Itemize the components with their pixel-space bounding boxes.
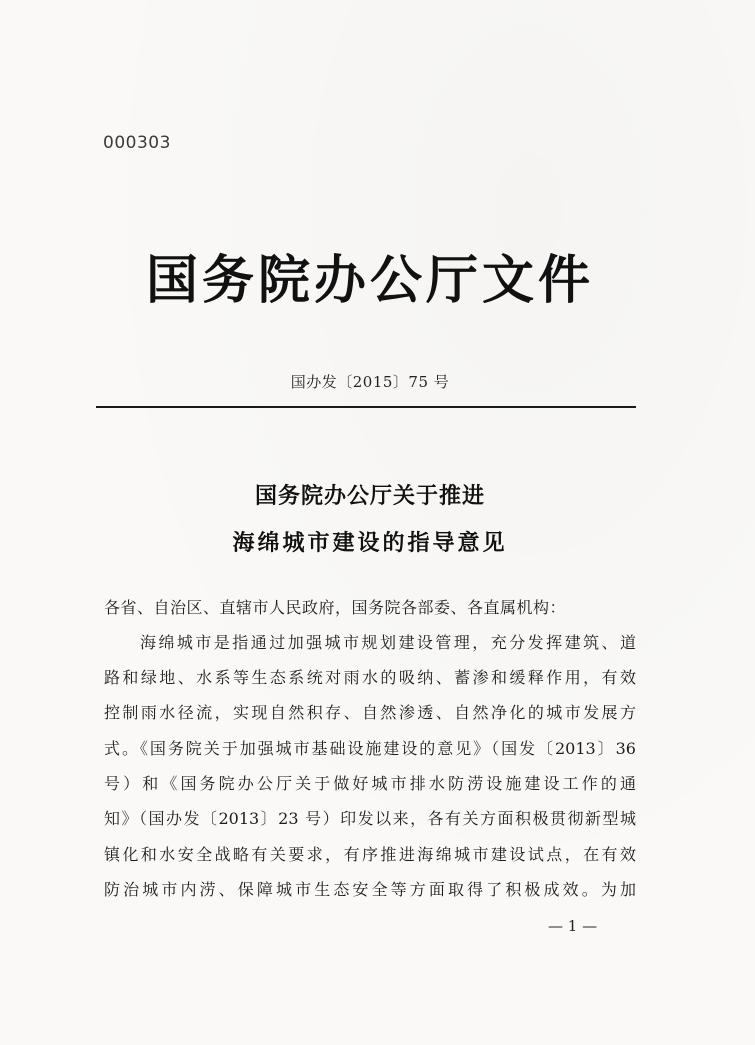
document-number: 国办发〔2015〕75 号 bbox=[290, 373, 450, 391]
serial-number: 000303 bbox=[103, 133, 171, 153]
body-line: 防治城市内涝、保障城市生态安全等方面取得了积极成效。为加 bbox=[104, 880, 636, 899]
body-line: 号）和《国务院办公厅关于做好城市排水防涝设施建设工作的通 bbox=[104, 774, 636, 793]
body-line: 海绵城市是指通过加强城市规划建设管理，充分发挥建筑、道 bbox=[140, 633, 636, 652]
document-title-line-2: 海绵城市建设的指导意见 bbox=[232, 531, 508, 556]
body-line: 镇化和水安全战略有关要求，有序推进海绵城市建设试点，在有效 bbox=[104, 845, 636, 864]
page-number: — 1 — bbox=[548, 917, 598, 935]
masthead-title: 国务院办公厅文件 bbox=[145, 250, 594, 311]
body-line: 知》（国办发〔2013〕23 号）印发以来，各有关方面积极贯彻新型城 bbox=[104, 809, 636, 828]
body-line: 路和绿地、水系等生态系统对雨水的吸纳、蓄渗和缓释作用，有效 bbox=[104, 668, 636, 687]
salutation: 各省、自治区、直辖市人民政府，国务院各部委、各直属机构： bbox=[104, 598, 567, 617]
body-line: 式。《国务院关于加强城市基础设施建设的意见》（国发〔2013〕36 bbox=[104, 739, 636, 758]
document-title-line-1: 国务院办公厅关于推进 bbox=[254, 484, 485, 509]
body-line: 控制雨水径流，实现自然积存、自然渗透、自然净化的城市发展方 bbox=[104, 703, 636, 722]
header-divider bbox=[96, 406, 636, 408]
